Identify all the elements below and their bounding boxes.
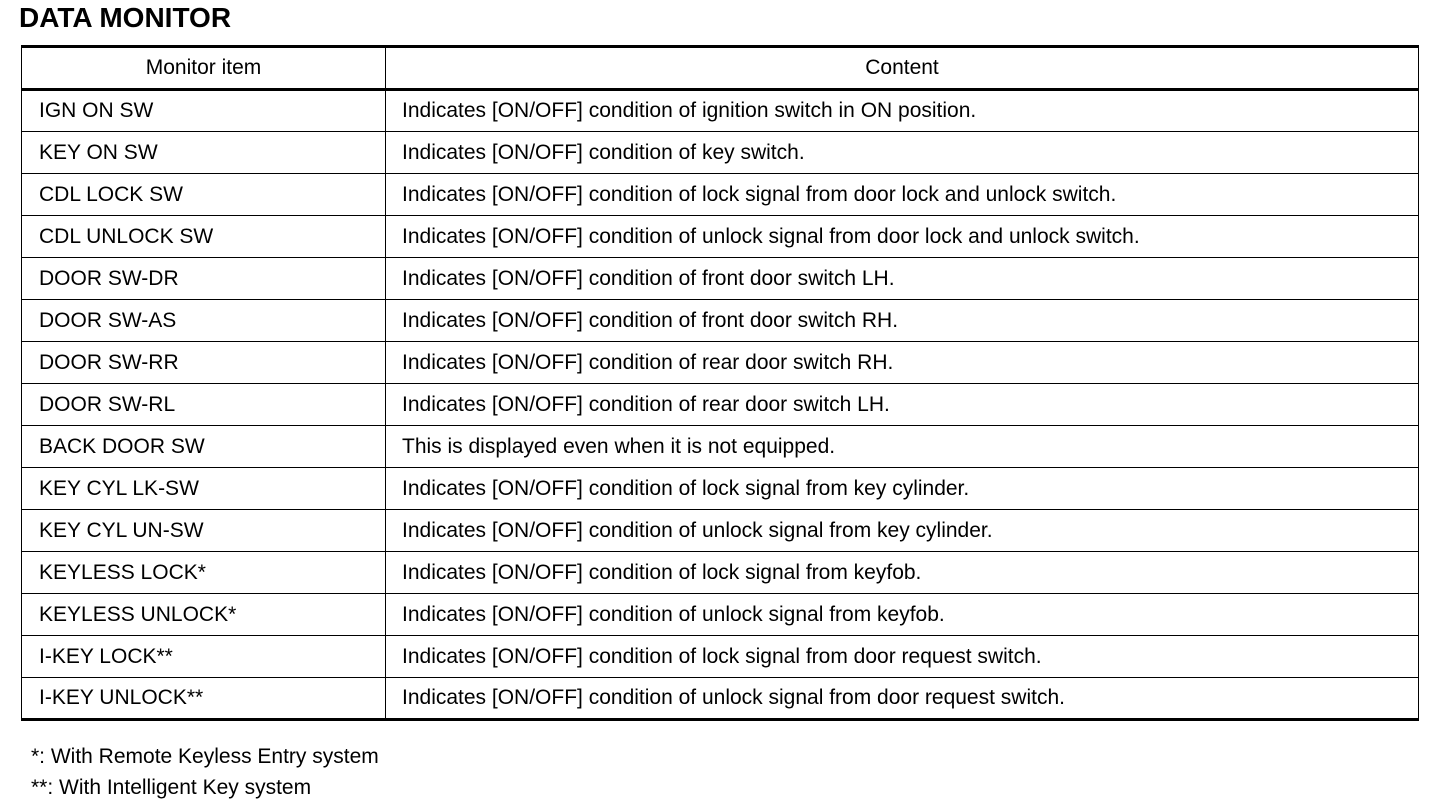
table-row (22, 552, 1419, 594)
monitor-item-cell: KEYLESS LOCK* (22, 552, 386, 594)
monitor-item-cell: DOOR SW-RR (22, 342, 386, 384)
table-row (22, 384, 1419, 426)
table-header-row (22, 47, 1419, 90)
monitor-item-cell: KEYLESS UNLOCK* (22, 594, 386, 636)
header-content: Content (386, 47, 1419, 90)
monitor-item-cell: KEY CYL LK-SW (22, 468, 386, 510)
monitor-item-cell: KEY CYL UN-SW (22, 510, 386, 552)
content-cell: Indicates [ON/OFF] condition of rear door switch LH. (386, 384, 1419, 426)
table-row (22, 132, 1419, 174)
content-cell: Indicates [ON/OFF] condition of lock signal from key cylinder. (386, 468, 1419, 510)
content-cell: Indicates [ON/OFF] condition of lock signal from keyfob. (386, 552, 1419, 594)
content-cell: Indicates [ON/OFF] condition of lock signal from door lock and unlock switch. (386, 174, 1419, 216)
table-row (22, 258, 1419, 300)
content-cell: This is displayed even when it is not equipped. (386, 426, 1419, 468)
monitor-item-cell: IGN ON SW (22, 90, 386, 132)
monitor-item-cell: BACK DOOR SW (22, 426, 386, 468)
content-cell: Indicates [ON/OFF] condition of unlock signal from door request switch. (386, 678, 1419, 720)
table-row (22, 342, 1419, 384)
monitor-item-cell: DOOR SW-RL (22, 384, 386, 426)
content-cell: Indicates [ON/OFF] condition of ignition switch in ON position. (386, 90, 1419, 132)
table-row (22, 594, 1419, 636)
table-row (22, 510, 1419, 552)
table-row (22, 216, 1419, 258)
data-monitor-table (21, 45, 1419, 721)
table-row (22, 636, 1419, 678)
table-row (22, 468, 1419, 510)
monitor-item-cell: I-KEY LOCK** (22, 636, 386, 678)
table-row (22, 426, 1419, 468)
table-row (22, 678, 1419, 720)
footnotes (31, 741, 379, 803)
monitor-item-cell: DOOR SW-DR (22, 258, 386, 300)
page-title: DATA MONITOR (19, 2, 232, 33)
content-cell: Indicates [ON/OFF] condition of front door switch RH. (386, 300, 1419, 342)
footnote-intelligent-key: **: With Intelligent Key system (31, 776, 312, 799)
table-row (22, 174, 1419, 216)
monitor-item-cell: CDL LOCK SW (22, 174, 386, 216)
table-row (22, 300, 1419, 342)
content-cell: Indicates [ON/OFF] condition of unlock signal from key cylinder. (386, 510, 1419, 552)
content-cell: Indicates [ON/OFF] condition of unlock signal from keyfob. (386, 594, 1419, 636)
footnote-remote-keyless: *: With Remote Keyless Entry system (31, 745, 379, 768)
header-monitor-item: Monitor item (22, 47, 386, 90)
monitor-item-cell: CDL UNLOCK SW (22, 216, 386, 258)
content-cell: Indicates [ON/OFF] condition of front door switch LH. (386, 258, 1419, 300)
table-row (22, 90, 1419, 132)
monitor-item-cell: KEY ON SW (22, 132, 386, 174)
content-cell: Indicates [ON/OFF] condition of rear door switch RH. (386, 342, 1419, 384)
monitor-item-cell: I-KEY UNLOCK** (22, 678, 386, 720)
monitor-item-cell: DOOR SW-AS (22, 300, 386, 342)
content-cell: Indicates [ON/OFF] condition of key switch. (386, 132, 1419, 174)
content-cell: Indicates [ON/OFF] condition of lock signal from door request switch. (386, 636, 1419, 678)
content-cell: Indicates [ON/OFF] condition of unlock signal from door lock and unlock switch. (386, 216, 1419, 258)
